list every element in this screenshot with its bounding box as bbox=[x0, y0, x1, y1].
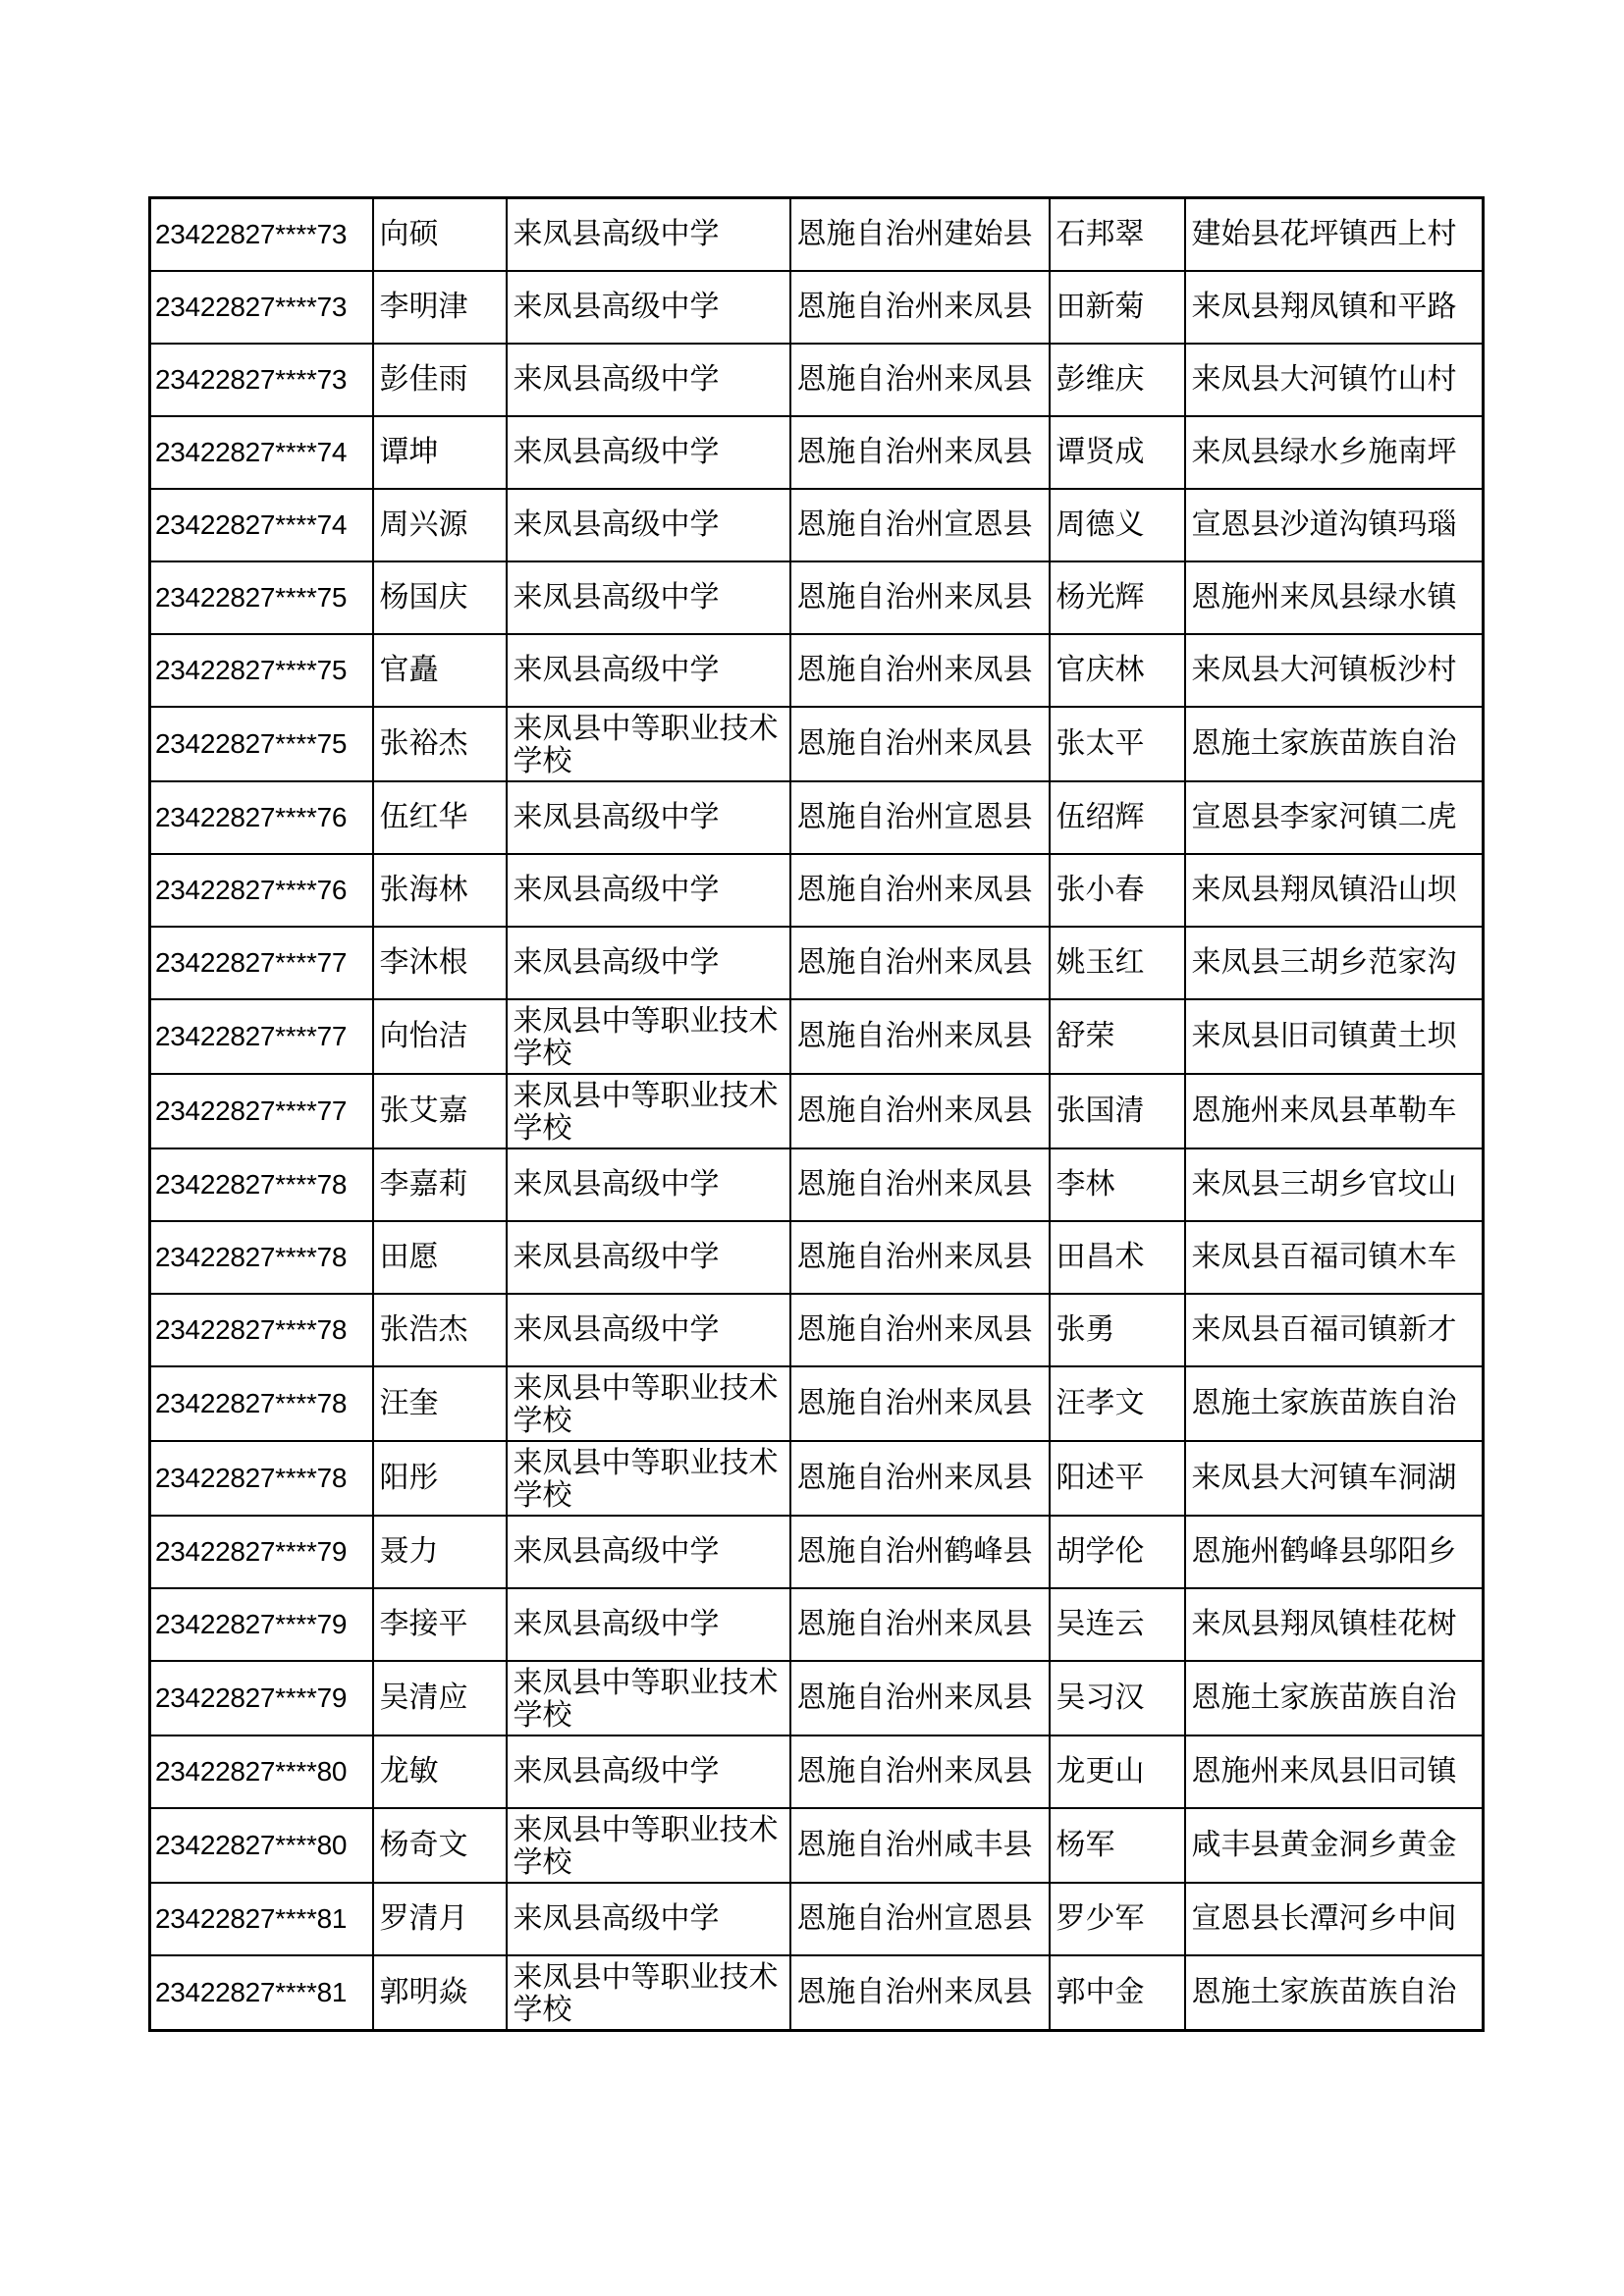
guardian-name-cell: 张太平 bbox=[1050, 707, 1185, 781]
table-row bbox=[150, 781, 1484, 854]
guardian-name-cell: 彭维庆 bbox=[1050, 344, 1185, 416]
guardian-name-cell: 阳述平 bbox=[1050, 1441, 1185, 1516]
region-cell: 恩施自治州来凤县 bbox=[790, 1148, 1050, 1221]
school-cell: 来凤县高级中学 bbox=[507, 1735, 790, 1808]
id-number-cell: 23422827****74 bbox=[150, 416, 373, 489]
id-number-cell: 23422827****80 bbox=[150, 1735, 373, 1808]
guardian-name-cell: 石邦翠 bbox=[1050, 198, 1185, 272]
region-cell: 恩施自治州来凤县 bbox=[790, 634, 1050, 707]
table-row bbox=[150, 1221, 1484, 1294]
student-name-cell: 杨奇文 bbox=[373, 1808, 507, 1883]
guardian-name-cell: 张勇 bbox=[1050, 1294, 1185, 1366]
table-row bbox=[150, 1588, 1484, 1661]
region-cell: 恩施自治州来凤县 bbox=[790, 1661, 1050, 1735]
id-number-cell: 23422827****75 bbox=[150, 561, 373, 634]
school-cell: 来凤县高级中学 bbox=[507, 854, 790, 927]
address-cell: 来凤县大河镇板沙村 bbox=[1185, 634, 1484, 707]
student-name-cell: 谭坤 bbox=[373, 416, 507, 489]
student-name-cell: 吴清应 bbox=[373, 1661, 507, 1735]
guardian-name-cell: 李林 bbox=[1050, 1148, 1185, 1221]
school-cell: 来凤县高级中学 bbox=[507, 1516, 790, 1588]
region-cell: 恩施自治州宣恩县 bbox=[790, 781, 1050, 854]
id-number-cell: 23422827****75 bbox=[150, 634, 373, 707]
table-row bbox=[150, 1883, 1484, 1955]
region-cell: 恩施自治州来凤县 bbox=[790, 344, 1050, 416]
student-name-cell: 龙敏 bbox=[373, 1735, 507, 1808]
region-cell: 恩施自治州来凤县 bbox=[790, 707, 1050, 781]
id-number-cell: 23422827****79 bbox=[150, 1588, 373, 1661]
student-name-cell: 张艾嘉 bbox=[373, 1074, 507, 1148]
region-cell: 恩施自治州来凤县 bbox=[790, 416, 1050, 489]
student-name-cell: 向硕 bbox=[373, 198, 507, 272]
student-name-cell: 汪奎 bbox=[373, 1366, 507, 1441]
guardian-name-cell: 田昌术 bbox=[1050, 1221, 1185, 1294]
table-row bbox=[150, 416, 1484, 489]
address-cell: 来凤县三胡乡范家沟 bbox=[1185, 927, 1484, 999]
guardian-name-cell: 周德义 bbox=[1050, 489, 1185, 561]
table-row bbox=[150, 1516, 1484, 1588]
id-number-cell: 23422827****73 bbox=[150, 271, 373, 344]
region-cell: 恩施自治州宣恩县 bbox=[790, 1883, 1050, 1955]
id-number-cell: 23422827****80 bbox=[150, 1808, 373, 1883]
address-cell: 来凤县百福司镇木车 bbox=[1185, 1221, 1484, 1294]
region-cell: 恩施自治州宣恩县 bbox=[790, 489, 1050, 561]
table-row bbox=[150, 707, 1484, 781]
region-cell: 恩施自治州来凤县 bbox=[790, 1366, 1050, 1441]
region-cell: 恩施自治州来凤县 bbox=[790, 1074, 1050, 1148]
student-table bbox=[148, 196, 1485, 2032]
table-row bbox=[150, 198, 1484, 272]
student-name-cell: 李沐根 bbox=[373, 927, 507, 999]
student-name-cell: 张裕杰 bbox=[373, 707, 507, 781]
school-cell: 来凤县高级中学 bbox=[507, 634, 790, 707]
address-cell: 来凤县三胡乡官坟山 bbox=[1185, 1148, 1484, 1221]
guardian-name-cell: 杨光辉 bbox=[1050, 561, 1185, 634]
address-cell: 咸丰县黄金洞乡黄金 bbox=[1185, 1808, 1484, 1883]
id-number-cell: 23422827****76 bbox=[150, 781, 373, 854]
address-cell: 恩施土家族苗族自治 bbox=[1185, 1661, 1484, 1735]
id-number-cell: 23422827****78 bbox=[150, 1441, 373, 1516]
student-name-cell: 阳彤 bbox=[373, 1441, 507, 1516]
address-cell: 宣恩县李家河镇二虎 bbox=[1185, 781, 1484, 854]
region-cell: 恩施自治州来凤县 bbox=[790, 854, 1050, 927]
school-cell: 来凤县高级中学 bbox=[507, 416, 790, 489]
address-cell: 来凤县翔凤镇桂花树 bbox=[1185, 1588, 1484, 1661]
school-cell: 来凤县中等职业技术学校 bbox=[507, 1366, 790, 1441]
guardian-name-cell: 罗少军 bbox=[1050, 1883, 1185, 1955]
student-name-cell: 张海林 bbox=[373, 854, 507, 927]
school-cell: 来凤县高级中学 bbox=[507, 1588, 790, 1661]
address-cell: 恩施州鹤峰县邬阳乡 bbox=[1185, 1516, 1484, 1588]
address-cell: 来凤县翔凤镇沿山坝 bbox=[1185, 854, 1484, 927]
address-cell: 来凤县翔凤镇和平路 bbox=[1185, 271, 1484, 344]
table-row bbox=[150, 634, 1484, 707]
table-row bbox=[150, 271, 1484, 344]
guardian-name-cell: 杨军 bbox=[1050, 1808, 1185, 1883]
student-name-cell: 李明津 bbox=[373, 271, 507, 344]
address-cell: 来凤县绿水乡施南坪 bbox=[1185, 416, 1484, 489]
id-number-cell: 23422827****78 bbox=[150, 1294, 373, 1366]
guardian-name-cell: 张国清 bbox=[1050, 1074, 1185, 1148]
address-cell: 宣恩县沙道沟镇玛瑙 bbox=[1185, 489, 1484, 561]
region-cell: 恩施自治州来凤县 bbox=[790, 1955, 1050, 2031]
id-number-cell: 23422827****79 bbox=[150, 1516, 373, 1588]
table-row bbox=[150, 854, 1484, 927]
student-name-cell: 伍红华 bbox=[373, 781, 507, 854]
id-number-cell: 23422827****76 bbox=[150, 854, 373, 927]
guardian-name-cell: 谭贤成 bbox=[1050, 416, 1185, 489]
table-row bbox=[150, 561, 1484, 634]
school-cell: 来凤县高级中学 bbox=[507, 1294, 790, 1366]
student-name-cell: 罗清月 bbox=[373, 1883, 507, 1955]
address-cell: 恩施土家族苗族自治 bbox=[1185, 1366, 1484, 1441]
table-row bbox=[150, 1148, 1484, 1221]
id-number-cell: 23422827****78 bbox=[150, 1148, 373, 1221]
region-cell: 恩施自治州来凤县 bbox=[790, 927, 1050, 999]
guardian-name-cell: 龙更山 bbox=[1050, 1735, 1185, 1808]
table-body bbox=[150, 198, 1484, 2031]
school-cell: 来凤县高级中学 bbox=[507, 927, 790, 999]
guardian-name-cell: 胡学伦 bbox=[1050, 1516, 1185, 1588]
table-row bbox=[150, 1661, 1484, 1735]
region-cell: 恩施自治州建始县 bbox=[790, 198, 1050, 272]
student-name-cell: 杨国庆 bbox=[373, 561, 507, 634]
address-cell: 来凤县大河镇竹山村 bbox=[1185, 344, 1484, 416]
id-number-cell: 23422827****78 bbox=[150, 1221, 373, 1294]
school-cell: 来凤县中等职业技术学校 bbox=[507, 1661, 790, 1735]
student-name-cell: 郭明焱 bbox=[373, 1955, 507, 2031]
student-name-cell: 李接平 bbox=[373, 1588, 507, 1661]
school-cell: 来凤县中等职业技术学校 bbox=[507, 1441, 790, 1516]
address-cell: 宣恩县长潭河乡中间 bbox=[1185, 1883, 1484, 1955]
guardian-name-cell: 吴连云 bbox=[1050, 1588, 1185, 1661]
school-cell: 来凤县中等职业技术学校 bbox=[507, 707, 790, 781]
guardian-name-cell: 田新菊 bbox=[1050, 271, 1185, 344]
school-cell: 来凤县中等职业技术学校 bbox=[507, 1808, 790, 1883]
region-cell: 恩施自治州来凤县 bbox=[790, 1294, 1050, 1366]
school-cell: 来凤县高级中学 bbox=[507, 344, 790, 416]
guardian-name-cell: 吴习汉 bbox=[1050, 1661, 1185, 1735]
student-name-cell: 官矗 bbox=[373, 634, 507, 707]
guardian-name-cell: 汪孝文 bbox=[1050, 1366, 1185, 1441]
address-cell: 恩施州来凤县绿水镇 bbox=[1185, 561, 1484, 634]
id-number-cell: 23422827****77 bbox=[150, 1074, 373, 1148]
table-row bbox=[150, 344, 1484, 416]
student-name-cell: 张浩杰 bbox=[373, 1294, 507, 1366]
table-row bbox=[150, 489, 1484, 561]
student-name-cell: 田愿 bbox=[373, 1221, 507, 1294]
table-row bbox=[150, 1294, 1484, 1366]
student-name-cell: 聂力 bbox=[373, 1516, 507, 1588]
school-cell: 来凤县高级中学 bbox=[507, 489, 790, 561]
school-cell: 来凤县高级中学 bbox=[507, 1148, 790, 1221]
region-cell: 恩施自治州来凤县 bbox=[790, 1441, 1050, 1516]
address-cell: 恩施州来凤县旧司镇 bbox=[1185, 1735, 1484, 1808]
id-number-cell: 23422827****73 bbox=[150, 344, 373, 416]
guardian-name-cell: 伍绍辉 bbox=[1050, 781, 1185, 854]
school-cell: 来凤县中等职业技术学校 bbox=[507, 999, 790, 1074]
table-row bbox=[150, 1808, 1484, 1883]
id-number-cell: 23422827****81 bbox=[150, 1883, 373, 1955]
guardian-name-cell: 郭中金 bbox=[1050, 1955, 1185, 2031]
address-cell: 恩施土家族苗族自治 bbox=[1185, 1955, 1484, 2031]
address-cell: 来凤县百福司镇新才 bbox=[1185, 1294, 1484, 1366]
school-cell: 来凤县高级中学 bbox=[507, 781, 790, 854]
guardian-name-cell: 姚玉红 bbox=[1050, 927, 1185, 999]
table-row bbox=[150, 1735, 1484, 1808]
address-cell: 来凤县旧司镇黄土坝 bbox=[1185, 999, 1484, 1074]
table-row bbox=[150, 1366, 1484, 1441]
region-cell: 恩施自治州来凤县 bbox=[790, 999, 1050, 1074]
id-number-cell: 23422827****73 bbox=[150, 198, 373, 272]
school-cell: 来凤县高级中学 bbox=[507, 271, 790, 344]
region-cell: 恩施自治州鹤峰县 bbox=[790, 1516, 1050, 1588]
table-row bbox=[150, 1955, 1484, 2031]
table-row bbox=[150, 927, 1484, 999]
id-number-cell: 23422827****74 bbox=[150, 489, 373, 561]
school-cell: 来凤县中等职业技术学校 bbox=[507, 1955, 790, 2031]
student-name-cell: 彭佳雨 bbox=[373, 344, 507, 416]
region-cell: 恩施自治州来凤县 bbox=[790, 1588, 1050, 1661]
id-number-cell: 23422827****78 bbox=[150, 1366, 373, 1441]
region-cell: 恩施自治州来凤县 bbox=[790, 1735, 1050, 1808]
id-number-cell: 23422827****79 bbox=[150, 1661, 373, 1735]
guardian-name-cell: 官庆林 bbox=[1050, 634, 1185, 707]
address-cell: 建始县花坪镇西上村 bbox=[1185, 198, 1484, 272]
school-cell: 来凤县高级中学 bbox=[507, 1221, 790, 1294]
table-row bbox=[150, 1074, 1484, 1148]
id-number-cell: 23422827****77 bbox=[150, 927, 373, 999]
region-cell: 恩施自治州来凤县 bbox=[790, 271, 1050, 344]
school-cell: 来凤县高级中学 bbox=[507, 198, 790, 272]
student-name-cell: 周兴源 bbox=[373, 489, 507, 561]
student-name-cell: 李嘉莉 bbox=[373, 1148, 507, 1221]
region-cell: 恩施自治州咸丰县 bbox=[790, 1808, 1050, 1883]
school-cell: 来凤县中等职业技术学校 bbox=[507, 1074, 790, 1148]
table-row bbox=[150, 1441, 1484, 1516]
address-cell: 恩施州来凤县革勒车 bbox=[1185, 1074, 1484, 1148]
id-number-cell: 23422827****81 bbox=[150, 1955, 373, 2031]
school-cell: 来凤县高级中学 bbox=[507, 1883, 790, 1955]
student-name-cell: 向怡洁 bbox=[373, 999, 507, 1074]
table-row bbox=[150, 999, 1484, 1074]
guardian-name-cell: 张小春 bbox=[1050, 854, 1185, 927]
id-number-cell: 23422827****77 bbox=[150, 999, 373, 1074]
region-cell: 恩施自治州来凤县 bbox=[790, 561, 1050, 634]
school-cell: 来凤县高级中学 bbox=[507, 561, 790, 634]
address-cell: 来凤县大河镇车洞湖 bbox=[1185, 1441, 1484, 1516]
address-cell: 恩施土家族苗族自治 bbox=[1185, 707, 1484, 781]
region-cell: 恩施自治州来凤县 bbox=[790, 1221, 1050, 1294]
id-number-cell: 23422827****75 bbox=[150, 707, 373, 781]
guardian-name-cell: 舒荣 bbox=[1050, 999, 1185, 1074]
